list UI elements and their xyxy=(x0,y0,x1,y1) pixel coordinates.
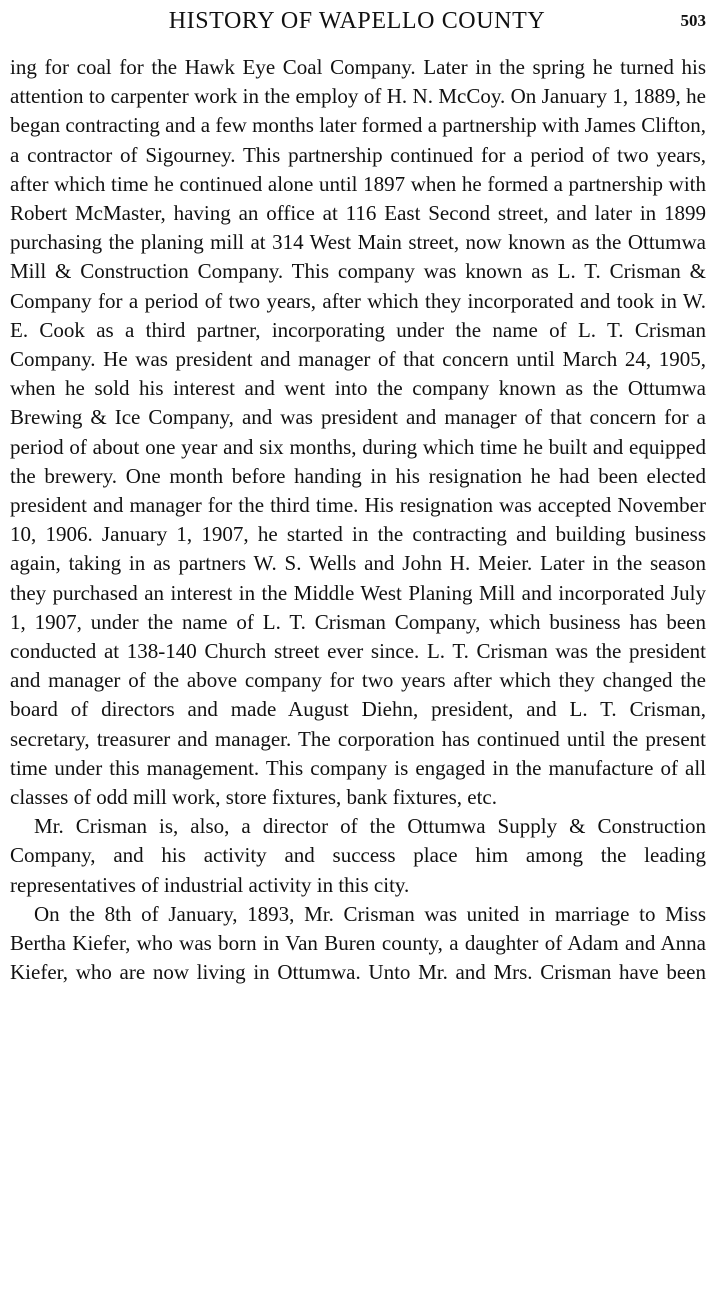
body-text xyxy=(10,53,706,988)
paragraph-3: On the 8th of January, 1893, Mr. Crisman was united in marriage to Miss Bertha Kiefer, who was born in Van Buren county, a daughter of Adam and Anna Kiefer, who are now living in Ottumwa. Unto Mr. and Mrs. Crisman have been xyxy=(10,901,706,985)
page-header xyxy=(8,4,706,38)
page-number: 503 xyxy=(680,11,706,30)
paragraph-1: ing for coal for the Hawk Eye Coal Company. Later in the spring he turned his attention to carpenter work in the employ of H. N. McCoy. On January 1, 1889, he began contracting and a few months later formed a partnership with James Clifton, a contractor of Sigourney. This partnership continued for a period of two years, after which time he continued alone until 1897 when he formed a partnership with Robert McMaster, having an office at 116 East Second street, and later in 1899 purchasing the planing mill at 314 West Main street, now known as the Ottumwa Mill & Construction Company. This company was known as L. T. Crisman & Company for a period of two years, after which they incorporated and took in W. E. Cook as a third partner, incorporating under the name of L. T. Crisman Company. He was president and manager of that concern until March 24, 1905, when he sold his interest and went into the company known as the Ottumwa Brewing & Ice Company, and was president and manager of that concern for a period of about one year and six months, during which time he built and equipped the brewery. One month before handing in his resignation he had been elected president and manager for the third time. His resignation was accepted November 10, 1906. January 1, 1907, he started in the contracting and building business again, taking in as partners W. S. Wells and John H. Meier. Later in the season they purchased an interest in the Middle West Planing Mill and incorporated July 1, 1907, under the name of L. T. Crisman Company, which business has been conducted at 138-140 Church street ever since. L. T. Crisman was the president and manager of the above company for two years after which they changed the board of directors and made August Diehn, president, and L. T. Crisman, secretary, treasurer and manager. The corporation has continued until the present time under this management. This company is engaged in the manufacture of all classes of odd mill work, store fixtures, bank fixtures, etc. xyxy=(10,55,706,810)
paragraph-2: Mr. Crisman is, also, a director of the Ottumwa Supply & Construction Company, and his activity and success place him among the leading representatives of industrial activity in this city. xyxy=(10,814,706,897)
running-title: HISTORY OF WAPELLO COUNTY xyxy=(168,8,546,34)
